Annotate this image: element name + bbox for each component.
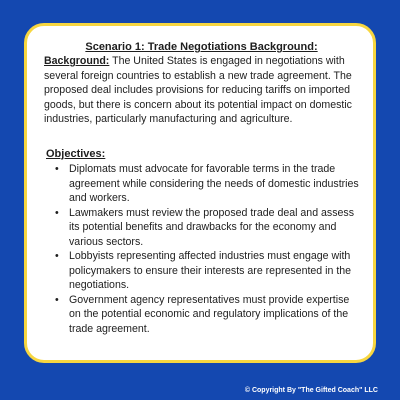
bullet-icon: • [55,206,59,219]
objective-item [55,293,359,337]
scenario-title: Scenario 1: Trade Negotiations Background: [85,41,318,53]
bullet-icon: • [55,250,59,262]
background-label: Background: [44,55,110,67]
objective-text: Government agency representatives must provide expertise on the potential economic and regulatory implications of the trade agreement. [69,293,350,335]
background-text: The United States is engaged in negotiations with several foreign countries to establish a new trade agreement. The proposed deal includes provisions for reducing tariffs on imported goods, but there is concern about its potential impact on domestic industries, particularly manufacturing and agriculture. [44,55,352,125]
bullet-icon: • [55,163,59,175]
objective-text: Diplomats must advocate for favorable terms in the trade agreement while considering the needs of domestic industries and workers. [69,163,359,204]
objectives-list [44,162,359,336]
copyright-notice: © Copyright By "The Gifted Coach" LLC [244,387,378,394]
objectives-heading: Objectives: [46,147,106,160]
background-paragraph [44,54,359,127]
objective-text: Lawmakers must review the proposed trade deal and assess its potential benefits and drawbacks for the economy and various sectors. [69,206,355,248]
objective-item [55,162,359,206]
objective-text: Lobbyists representing affected industries must engage with policymakers to ensure their interests are represented in the negotiations. [69,250,352,291]
scenario-card [24,23,376,363]
objective-item [55,206,359,250]
bullet-icon: • [55,293,59,306]
objective-item [55,249,359,293]
